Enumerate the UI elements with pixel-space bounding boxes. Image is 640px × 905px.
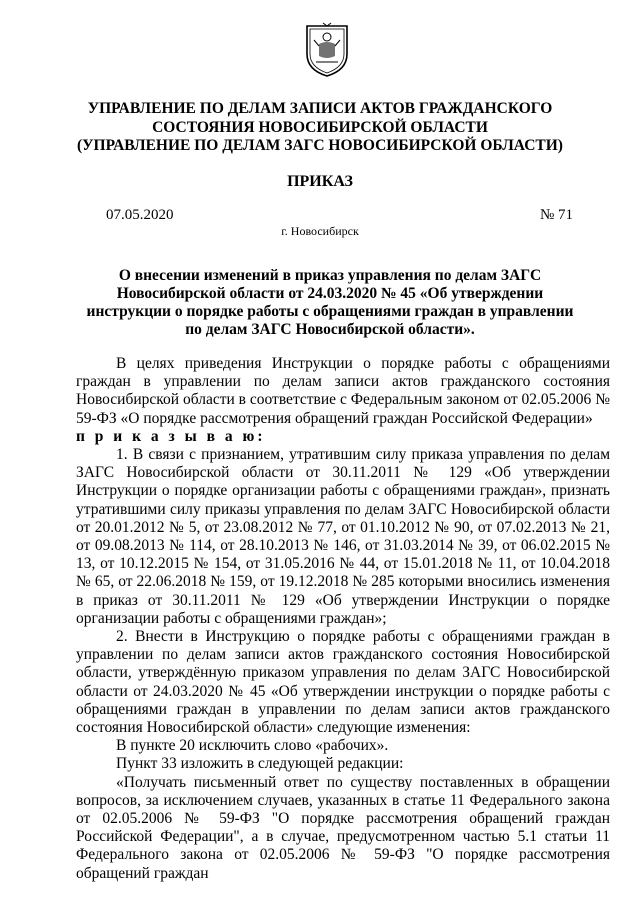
paragraph-4: Пункт 33 изложить в следующей редакции:: [116, 755, 404, 773]
preamble-paragraph: В целях приведения Инструкции о порядке работы с обращениями граждан в управлении по делам записи актов гражданского состояния Новосибирской области в соответствие с Федеральным законом от 02.05.2006 № 59-ФЗ «О порядке рассмотрения обращений граждан Российской Федерации»: [76, 355, 610, 427]
document-body: [76, 355, 610, 883]
document-subject: О внесении изменений в приказ управления по делам ЗАГС Новосибирской области от 24.03.2020 № 45 «Об утверждении инструкции о порядке работы с обращениями граждан в управлении по делам ЗАГС Новосибирской области».: [86, 267, 574, 338]
order-word: п р и к а з ы в а ю:: [76, 427, 266, 445]
coat-of-arms-icon: [304, 22, 350, 78]
paragraph-2: 2. Внести в Инструкцию о порядке работы с обращениями граждан в управлении по делам записи актов гражданского состояния Новосибирской области, утверждённую приказом управления по делам ЗАГС Новосибирской области от 24.03.2020 № 45 «Об утверждении инструкции о порядке работы с обращениями граждан в управлении по делам записи актов гражданского состояния Новосибирской области» следующие изменения:: [76, 628, 610, 737]
header-line-2: СОСТОЯНИЯ НОВОСИБИРСКОЙ ОБЛАСТИ: [152, 118, 488, 136]
document-type: ПРИКАЗ: [287, 173, 353, 190]
paragraph-1: 1. В связи с признанием, утратившим силу приказа управления по делам ЗАГС Новосибирской области от 30.11.2011 № 129 «Об утверждении Инструкции о порядке организации работы с обращениями граждан», признать утратившими силу приказы управления по делам ЗАГС Новосибирской области от 20.01.2012 № 5, от 23.08.2012 № 77, от 01.10.2012 № 90, от 07.02.2013 № 21, от 09.08.2013 № 114, от 28.10.2013 № 146, от 31.03.2014 № 39, от 06.02.2015 № 13, от 10.12.2015 № 154, от 31.05.2016 № 44, от 15.01.2018 № 11, от 10.04.2018 № 65, от 22.06.2018 № 159, от 19.12.2018 № 285 которыми вносились изменения в приказ от 30.11.2011 № 129 «Об утверждении Инструкции о порядке организации работы с обращениями граждан»;: [76, 446, 610, 627]
document-date: 07.05.2020: [106, 207, 174, 223]
header-line-1: УПРАВЛЕНИЕ ПО ДЕЛАМ ЗАПИСИ АКТОВ ГРАЖДАНСКОГО: [87, 100, 553, 117]
agency-header: [40, 100, 600, 156]
paragraph-3: В пункте 20 исключить слово «рабочих».: [116, 737, 389, 755]
paragraph-5: «Получать письменный ответ по существу поставленных в обращении вопросов, за исключением случаев, указанных в статье 11 Федерального закона от 02.05.2006 № 59-ФЗ "О порядке рассмотрения обращений граждан Российской Федерации", а в случае, предусмотренном частью 5.1 статьи 11 Федерального закона от 02.05.2006 № 59-ФЗ "О порядке рассмотрения обращений граждан: [76, 773, 610, 882]
header-line-3: (УПРАВЛЕНИЕ ПО ДЕЛАМ ЗАГС НОВОСИБИРСКОЙ ОБЛАСТИ): [77, 137, 563, 154]
document-number: № 71: [540, 207, 574, 223]
document-city: г. Новосибирск: [281, 224, 359, 238]
